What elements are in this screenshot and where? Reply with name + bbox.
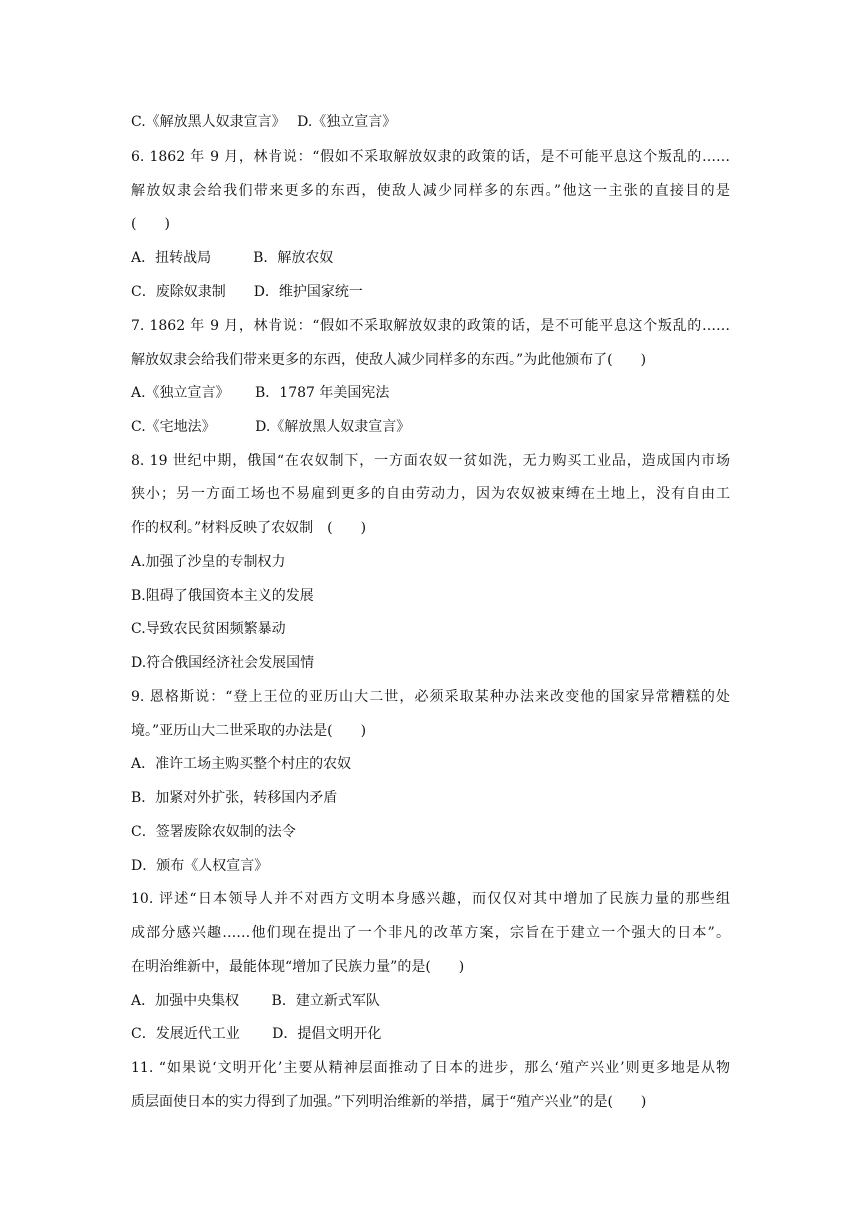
- q8-stem-line-1: 8. 19 世纪中期，俄国“在农奴制下，一方面农奴一贫如洗，无力购买工业品，造成国内市场: [131, 453, 730, 469]
- q6-stem-line-1: 6. 1862 年 9 月，林肯说：“假如不采取解放奴隶的政策的话，是不可能平息这个叛乱的……: [131, 149, 730, 165]
- q11-stem-line-1: 11. “如果说‘文明开化’主要从精神层面推动了日本的进步，那么‘殖产兴业’则更多地是从物: [131, 1060, 730, 1076]
- q9-stem-line-1: 9. 恩格斯说：“登上王位的亚历山大二世，必须采取某种办法来改变他的国家异常糟糕的处: [131, 689, 730, 705]
- q9-stem-line-2: 境。”亚历山大二世采取的办法是( ): [131, 723, 367, 739]
- q7-stem-line-1: 7. 1862 年 9 月，林肯说：“假如不采取解放奴隶的政策的话，是不可能平息这个叛乱的……: [131, 318, 730, 334]
- q11-stem-line-2: 质层面使日本的实力得到了加强。”下列明治维新的举措，属于“殖产兴业”的是( ): [131, 1094, 647, 1110]
- q9-option-c: C．签署废除农奴制的法令: [131, 824, 296, 840]
- q10-stem-line-1: 10. 评述“日本领导人并不对西方文明本身感兴趣，而仅仅对其中增加了民族力量的那些组: [131, 891, 730, 907]
- q6-answer-blank: ( ): [131, 216, 170, 232]
- q8-option-c: C.导致农民贫困频繁暴动: [131, 621, 286, 637]
- q7-options-ab: A.《独立宣言》 B．1787 年美国宪法: [131, 385, 390, 401]
- q10-stem-line-2: 成部分感兴趣……他们现在提出了一个非凡的改革方案，宗旨在于建立一个强大的日本”。: [131, 925, 730, 941]
- q9-option-b: B．加紧对外扩张，转移国内矛盾: [131, 790, 338, 806]
- q7-options-cd: C.《宅地法》 D.《解放黑人奴隶宣言》: [131, 419, 411, 435]
- q6-options-ab: A．扭转战局 B．解放农奴: [131, 250, 334, 266]
- q10-options-cd: C．发展近代工业 D．提倡文明开化: [131, 1026, 382, 1042]
- q7-stem-line-2: 解放奴隶会给我们带来更多的东西，使敌人减少同样多的东西。”为此他颁布了( ): [131, 352, 647, 368]
- q10-options-ab: A．加强中央集权 B．建立新式军队: [131, 993, 380, 1009]
- q5-options-line: C.《解放黑人奴隶宣言》 D.《独立宣言》: [131, 114, 397, 130]
- q8-option-b: B.阻碍了俄国资本主义的发展: [131, 588, 314, 604]
- q8-stem-line-3: 作的权利。”材料反映了农奴制 ( ): [131, 520, 367, 536]
- q8-stem-line-2: 狭小；另一方面工场也不易雇到更多的自由劳动力，因为农奴被束缚在土地上，没有自由工: [131, 486, 730, 502]
- q8-option-a: A.加强了沙皇的专制权力: [131, 554, 286, 570]
- q8-option-d: D.符合俄国经济社会发展国情: [131, 655, 315, 671]
- q9-option-a: A．准许工场主购买整个村庄的农奴: [131, 756, 352, 772]
- q6-options-cd: C．废除奴隶制 D．维护国家统一: [131, 284, 363, 300]
- q10-stem-line-3: 在明治维新中，最能体现“增加了民族力量”的是( ): [131, 959, 465, 975]
- q6-stem-line-2: 解放奴隶会给我们带来更多的东西，使敌人减少同样多的东西。”他这一主张的直接目的是: [131, 183, 730, 199]
- q9-option-d: D．颁布《人权宣言》: [131, 858, 269, 874]
